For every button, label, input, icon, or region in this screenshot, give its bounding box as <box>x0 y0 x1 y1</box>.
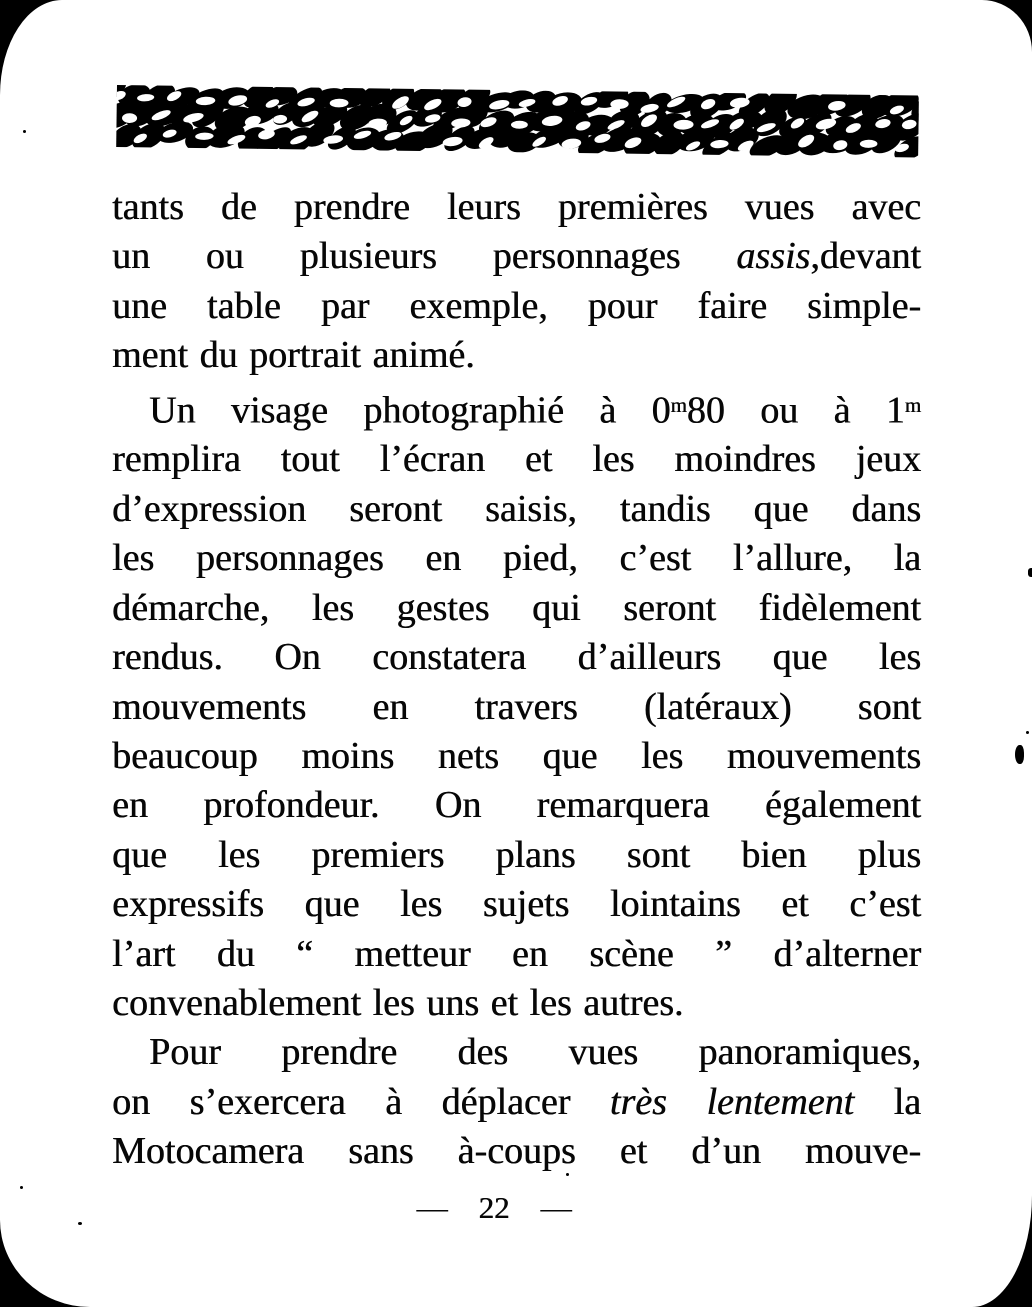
text-segment: expressifs que les sujets lointains et c’est <box>112 883 921 926</box>
scan-artifact <box>1015 745 1024 764</box>
text-line <box>112 183 921 232</box>
text-line <box>112 331 921 380</box>
text-segment: remplira tout l’écran et les moindres jeux <box>112 438 921 481</box>
text-line <box>112 584 921 633</box>
paragraph <box>112 381 921 1029</box>
scan-speck <box>23 130 26 133</box>
text-line <box>112 732 921 781</box>
scan-speck <box>566 1173 569 1176</box>
text-segment: Un visage photographié à 0 <box>149 389 671 432</box>
text-line <box>112 435 921 484</box>
text-segment: une table par exemple, pour faire simple- <box>112 284 921 327</box>
text-line <box>112 232 921 281</box>
text-segment: en profondeur. On remarquera également <box>112 784 921 827</box>
scan-artifact <box>1026 731 1029 734</box>
paragraph <box>112 1028 921 1176</box>
text-segment: Pour prendre des vues panoramiques, <box>149 1031 921 1074</box>
text-line <box>112 781 921 830</box>
text-segment: ment du portrait animé. <box>112 334 475 377</box>
text-line <box>112 282 921 331</box>
text-line <box>112 633 921 682</box>
text-segment: ,devant <box>810 235 921 278</box>
text-line <box>112 485 921 534</box>
text-segment: mouvements en travers (latéraux) sont <box>112 685 921 728</box>
text-line <box>112 1078 921 1127</box>
scan-speck <box>78 1222 82 1225</box>
superscript-text: m <box>904 392 921 417</box>
text-segment: convenablement les uns et les autres. <box>112 981 684 1024</box>
text-line <box>112 831 921 880</box>
text-segment: un ou plusieurs personnages <box>112 235 737 278</box>
page-number: — 22 — <box>416 1190 572 1225</box>
text-line <box>112 979 921 1028</box>
text-segment: l’art du “ metteur en scène ” d’alterner <box>112 932 921 975</box>
text-body <box>112 183 921 1177</box>
superscript-text: m <box>670 392 687 417</box>
text-segment: Motocamera sans à-coups et d’un mouve- <box>112 1130 921 1173</box>
text-line <box>112 1127 921 1176</box>
italic-text: très lentement <box>609 1080 855 1123</box>
text-segment: 80 ou à 1 <box>686 389 905 432</box>
text-line <box>112 880 921 929</box>
text-segment: on s’exercera à déplacer <box>112 1080 610 1123</box>
text-segment: les personnages en pied, c’est l’allure, la <box>112 537 921 580</box>
italic-text: assis <box>736 235 811 278</box>
text-line <box>112 930 921 979</box>
text-line <box>112 1028 921 1077</box>
text-segment: démarche, les gestes qui seront fidèlement <box>112 586 921 629</box>
scan-speck <box>20 1186 23 1189</box>
text-segment: que les premiers plans sont bien plus <box>112 833 921 876</box>
text-segment: d’expression seront saisis, tandis que dans <box>112 487 921 530</box>
text-segment: la <box>854 1080 922 1123</box>
text-line <box>112 381 921 436</box>
text-line <box>112 534 921 583</box>
text-segment: rendus. On constatera d’ailleurs que les <box>112 636 921 679</box>
scan-artifact <box>1028 568 1032 577</box>
text-segment: tants de prendre leurs premières vues avec <box>112 186 921 228</box>
paragraph <box>112 183 921 381</box>
text-segment: beaucoup moins nets que les mouvements <box>112 734 921 777</box>
leaf-garland-ornament <box>116 85 919 157</box>
text-line <box>112 683 921 732</box>
